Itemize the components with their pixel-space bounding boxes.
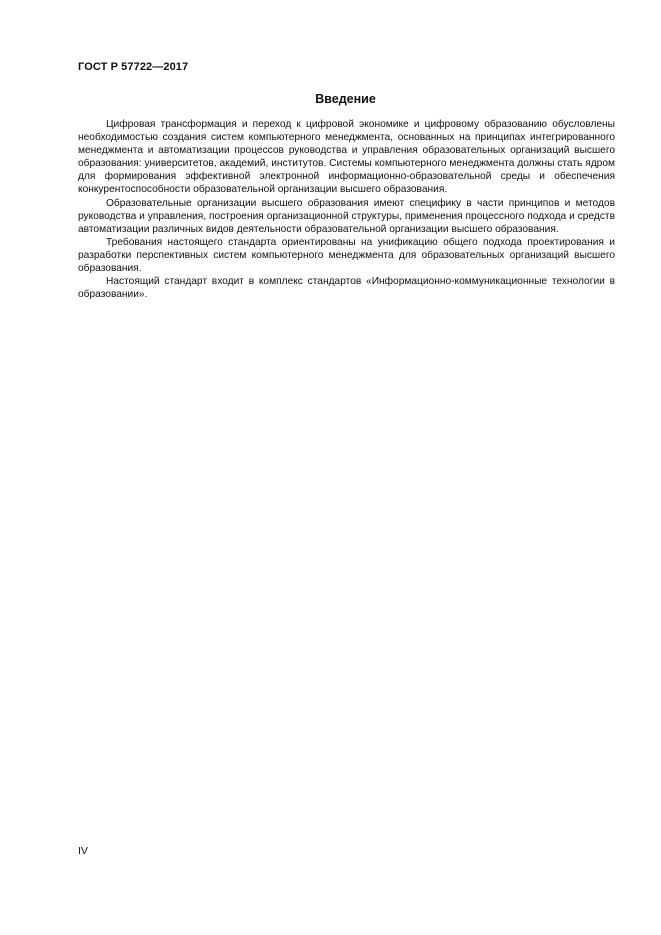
page-number: IV: [78, 845, 88, 857]
paragraph: Настоящий стандарт входит в комплекс стандартов «Информационно-коммуникационные технологии в образовании».: [78, 276, 615, 301]
section-body: [78, 118, 615, 301]
document-id: ГОСТ Р 57722—2017: [78, 61, 189, 73]
paragraph: Цифровая трансформация и переход к цифровой экономике и цифровому образованию обусловлены необходимостью создания систем компьютерного менеджмента, основанных на принципах интегрированного менеджмента и автоматизации процессов руководства и управления образовательных организаций высшего образования: университетов, академий, институтов. Системы компьютерного менеджмента должны стать ядром для формирования эффективной электронной информационно-образовательной среды и обеспечения конкурентоспособности образовательной организации высшего образования.: [78, 119, 615, 196]
paragraph: Образовательные организации высшего образования имеют специфику в части принципов и методов руководства и управления, построения организационной структуры, применения процессного подхода и средств автоматизации различных видов деятельности образовательной организации высшего образования.: [78, 197, 615, 235]
section-title: Введение: [315, 92, 376, 106]
paragraph: Требования настоящего стандарта ориентированы на унификацию общего подхода проектирования и разработки перспективных систем компьютерного менеджмента для образовательных организаций высшего образования.: [78, 236, 615, 275]
